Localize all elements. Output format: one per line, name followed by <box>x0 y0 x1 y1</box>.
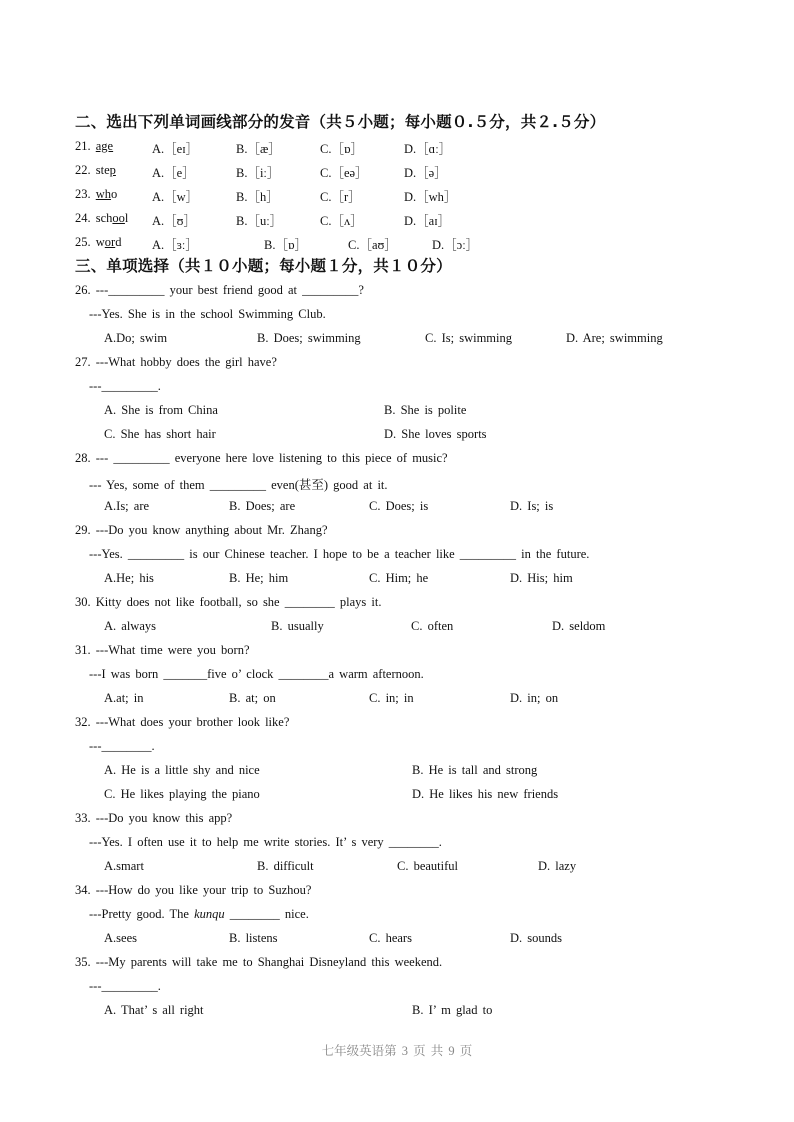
q32-reply: ---________. <box>89 739 155 753</box>
kunqu-word: kunqu <box>194 907 225 921</box>
question-number: 21. <box>75 139 91 153</box>
q32-option-a: A. He is a little shy and nice <box>104 763 260 777</box>
q30-option-c: C. often <box>411 619 454 633</box>
q34-option-d: D. sounds <box>510 931 563 945</box>
page-footer: 七年级英语第 3 页 共 9 页 <box>321 1044 473 1058</box>
q21-option-c: C.［ɒ］ <box>320 142 363 156</box>
underlined-part: oo <box>112 211 125 225</box>
q29-option-d: D. His; him <box>510 571 573 585</box>
q29-option-c: C. Him; he <box>369 571 429 585</box>
q22-option-d: D.［ə］ <box>404 166 447 180</box>
underlined-part: age <box>95 139 114 153</box>
q30-option-b: B. usually <box>271 619 324 633</box>
q30-stem: 30. Kitty does not like football, so she ________ plays it. <box>75 595 382 609</box>
q30-option-a: A. always <box>104 619 156 633</box>
q29-reply: ---Yes. _________ is our Chinese teacher. I hope to be a teacher like _________ in the future. <box>89 547 590 561</box>
q31-reply: ---I was born _______five o’ clock ________a warm afternoon. <box>89 667 424 681</box>
q28-stem: 28. --- _________ everyone here love listening to this piece of music? <box>75 451 448 465</box>
q33-option-d: D. lazy <box>538 859 577 873</box>
word-suffix: o <box>111 187 118 201</box>
q23-option-a: A.［w］ <box>152 190 199 204</box>
q24-option-b: B.［uː］ <box>236 214 283 228</box>
question-number: 23. <box>75 187 91 201</box>
q22-option-a: A.［e］ <box>152 166 195 180</box>
q22-option-b: B.［iː］ <box>236 166 280 180</box>
underlined-part: or <box>104 235 116 249</box>
q35-option-a: A. That’ s all right <box>104 1003 204 1017</box>
q27-reply: ---_________. <box>89 379 161 393</box>
q35-option-b: B. I’ m glad to <box>412 1003 493 1017</box>
q34-reply-start: ---Pretty good. The <box>89 907 195 921</box>
section-2-title: 二、选出下列单词画线部分的发音（共５小题；每小题０.５分，共２.５分） <box>75 113 606 131</box>
q34-option-a: A.sees <box>104 931 137 945</box>
q26-stem: 26. ---_________ your best friend good at _________? <box>75 283 364 297</box>
q23-option-c: C.［r］ <box>320 190 361 204</box>
q34-reply-end: ________ nice. <box>224 907 309 921</box>
word-prefix: sch <box>95 211 113 225</box>
pronunciation-word-25 <box>75 235 121 250</box>
q32-stem: 32. ---What does your brother look like? <box>75 715 290 729</box>
word-prefix: w <box>95 235 105 249</box>
q22-option-c: C.［eə］ <box>320 166 368 180</box>
q26-option-b: B. Does; swimming <box>257 331 361 345</box>
q26-option-d: D. Are; swimming <box>566 331 663 345</box>
q34-reply <box>89 907 309 922</box>
pronunciation-word-23 <box>75 187 117 202</box>
q28-option-a: A.Is; are <box>104 499 150 513</box>
q32-option-d: D. He likes his new friends <box>412 787 559 801</box>
q27-option-d: D. She loves sports <box>384 427 487 441</box>
q27-stem: 27. ---What hobby does the girl have? <box>75 355 277 369</box>
section-3-title: 三、单项选择（共１０小题；每小题１分，共１０分） <box>75 257 452 275</box>
q21-option-b: B.［æ］ <box>236 142 281 156</box>
q27-option-b: B. She is polite <box>384 403 467 417</box>
q23-option-b: B.［h］ <box>236 190 279 204</box>
pronunciation-word-24 <box>75 211 128 226</box>
q28-option-b: B. Does; are <box>229 499 296 513</box>
q25-option-a: A.［ɜː］ <box>152 238 198 252</box>
q26-option-a: A.Do; swim <box>104 331 168 345</box>
underlined-part: wh <box>95 187 112 201</box>
q35-stem: 35. ---My parents will take me to Shanghai Disneyland this weekend. <box>75 955 443 969</box>
pronunciation-word-22 <box>75 163 116 178</box>
pronunciation-word-21 <box>75 139 113 154</box>
q35-reply: ---_________. <box>89 979 161 993</box>
q32-option-c: C. He likes playing the piano <box>104 787 260 801</box>
q29-option-b: B. He; him <box>229 571 289 585</box>
q27-option-a: A. She is from China <box>104 403 218 417</box>
q23-option-d: D.［wh］ <box>404 190 457 204</box>
q25-option-d: D.［ɔː］ <box>432 238 479 252</box>
q30-option-d: D. seldom <box>552 619 606 633</box>
q25-option-c: C.［aʊ］ <box>348 238 397 252</box>
q25-option-b: B.［ɒ］ <box>264 238 307 252</box>
q28-option-c: C. Does; is <box>369 499 429 513</box>
q33-reply: ---Yes. I often use it to help me write stories. It’ s very ________. <box>89 835 442 849</box>
q24-option-c: C.［ʌ］ <box>320 214 363 228</box>
question-number: 25. <box>75 235 91 249</box>
q26-option-c: C. Is; swimming <box>425 331 512 345</box>
q29-stem: 29. ---Do you know anything about Mr. Zhang? <box>75 523 328 537</box>
q31-option-b: B. at; on <box>229 691 276 705</box>
q24-option-d: D.［aɪ］ <box>404 214 451 228</box>
question-number: 24. <box>75 211 91 225</box>
q34-stem: 34. ---How do you like your trip to Suzhou? <box>75 883 312 897</box>
q31-stem: 31. ---What time were you born? <box>75 643 250 657</box>
underlined-part: p <box>109 163 116 177</box>
q28-reply: --- Yes, some of them _________ even(甚至) good at it. <box>89 478 388 492</box>
q24-option-a: A.［ʊ］ <box>152 214 197 228</box>
q33-option-c: C. beautiful <box>397 859 459 873</box>
q33-option-b: B. difficult <box>257 859 314 873</box>
q34-option-b: B. listens <box>229 931 278 945</box>
q31-option-c: C. in; in <box>369 691 414 705</box>
q26-reply: ---Yes. She is in the school Swimming Club. <box>89 307 326 321</box>
q21-option-d: D.［ɑː］ <box>404 142 452 156</box>
q29-option-a: A.He; his <box>104 571 154 585</box>
word-suffix: d <box>115 235 122 249</box>
q33-option-a: A.smart <box>104 859 144 873</box>
q27-option-c: C. She has short hair <box>104 427 216 441</box>
q28-option-d: D. Is; is <box>510 499 554 513</box>
word-suffix: l <box>124 211 129 225</box>
q32-option-b: B. He is tall and strong <box>412 763 538 777</box>
q33-stem: 33. ---Do you know this app? <box>75 811 233 825</box>
q31-option-a: A.at; in <box>104 691 144 705</box>
q21-option-a: A.［eɪ］ <box>152 142 199 156</box>
q31-option-d: D. in; on <box>510 691 559 705</box>
question-number: 22. <box>75 163 91 177</box>
word-prefix: ste <box>95 163 110 177</box>
q34-option-c: C. hears <box>369 931 412 945</box>
